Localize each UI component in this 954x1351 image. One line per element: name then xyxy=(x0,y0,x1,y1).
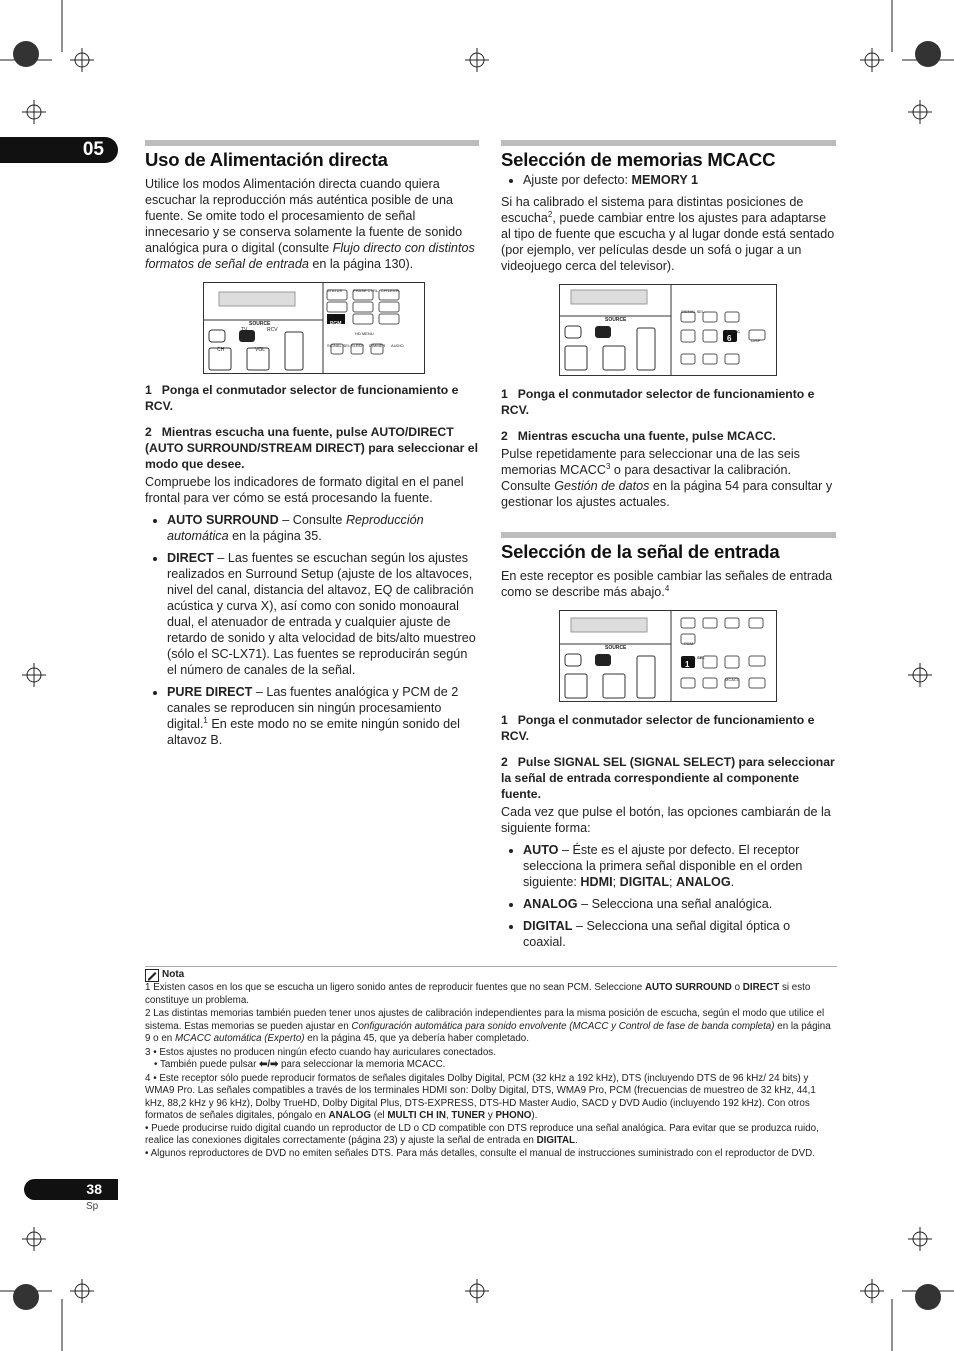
remote-signalsel-label: SIGNAL SEL xyxy=(681,655,705,660)
fn-num: 1 xyxy=(145,982,151,993)
text: – Consulte xyxy=(278,513,346,527)
list-item xyxy=(167,684,479,748)
remote-status-label: STATUS xyxy=(327,288,343,293)
term: DIGITAL xyxy=(523,919,573,933)
note-label: Nota xyxy=(162,969,185,981)
remote-pgm-label: PGM xyxy=(330,321,342,327)
text: • Algunos reproductores de DVD no emiten señales DTS. Para más detalles, consulte el manual de instrucciones suministrado con el reproductor de DVD. xyxy=(145,1147,815,1159)
remote-source-label: SOURCE xyxy=(605,645,627,651)
default-value: MEMORY 1 xyxy=(631,173,698,187)
footnote-2 xyxy=(145,1008,837,1046)
note-title xyxy=(145,969,837,982)
list-item xyxy=(523,918,836,950)
step-text: Ponga el conmutador selector de funcionamiento e RCV. xyxy=(501,713,815,743)
mode-list xyxy=(145,512,479,748)
remote-mcacc-label: MCACC xyxy=(725,677,740,682)
footnote-ref: 2 xyxy=(547,209,553,219)
ref: MCACC automática (Experto) xyxy=(174,1033,305,1044)
remote-drawing xyxy=(559,610,777,702)
sep: ; xyxy=(612,875,620,889)
text: (el xyxy=(371,1110,388,1121)
right-column xyxy=(501,140,836,956)
text: o para desactivar la calibración. Consulte xyxy=(501,463,792,493)
text: – Selecciona una señal analógica. xyxy=(577,897,773,911)
list-item xyxy=(167,550,479,678)
left-column xyxy=(145,140,479,754)
text: en la página 54 para consultar y gestionar los ajustes actuales. xyxy=(501,479,833,509)
step-number: 2 xyxy=(501,429,508,443)
signal-section xyxy=(501,532,836,950)
value: HDMI xyxy=(580,875,613,889)
step-2 xyxy=(145,424,479,472)
text: Si ha calibrado el sistema para distintas posiciones de escucha xyxy=(501,195,804,225)
mcacc-paragraph xyxy=(501,194,836,274)
ref: Gestión de datos xyxy=(554,479,650,493)
fn-num: 4 xyxy=(145,1072,151,1084)
footnote-4 xyxy=(145,1073,837,1161)
remote-sleep-label: SLEEP xyxy=(351,343,364,348)
mcacc-step-body xyxy=(501,446,836,510)
text: en la página 9 o en xyxy=(145,1020,831,1044)
intro-text: Utilice los modos Alimentación directa cuando quiera escuchar la reproducción más auténtica posible de una fuente. Se omite todo el procesamiento de señal innecesario y se conserva solamente la fuente de sonido analógica pura o digital (consulte xyxy=(145,177,463,255)
term: MULTI CH IN xyxy=(387,1110,446,1121)
text: Ajuste por defecto: xyxy=(523,173,632,187)
step-1 xyxy=(501,712,836,744)
remote-tv-label: TV xyxy=(241,327,248,333)
pencil-note-icon xyxy=(145,969,159,982)
page-number-tab xyxy=(24,1179,118,1200)
step-number: 2 xyxy=(145,425,152,439)
signal-step-body: Cada vez que pulse el botón, las opciones cambiarán de la siguiente forma: xyxy=(501,805,831,835)
term: PURE DIRECT xyxy=(167,685,253,699)
ref: Configuración automática para sonido envolvente (MCACC y Control de fase de banda completa) xyxy=(351,1020,775,1032)
text: En este modo no se emite ningún sonido del altavoz B. xyxy=(167,717,460,747)
remote-key-6: 6 xyxy=(727,334,732,343)
term: DIRECT xyxy=(167,551,214,565)
term: PHONO xyxy=(495,1110,532,1121)
step-2-body: Compruebe los indicadores de formato digital en el panel frontal para ver cómo se está procesando la fuente. xyxy=(145,475,464,505)
text: , xyxy=(445,1110,452,1121)
remote-key-1: 1 xyxy=(685,660,690,669)
signal-intro xyxy=(501,568,836,600)
remote-signalsel-label: SIGNAL SEL xyxy=(681,309,705,314)
text: . xyxy=(575,1135,578,1146)
step-text: Pulse SIGNAL SEL (SIGNAL SELECT) para seleccionar la señal de entrada correspondiente al componente fuente. xyxy=(501,755,835,801)
remote-mcacc-label: MCACC xyxy=(725,329,740,334)
remote-illustration-2 xyxy=(501,284,836,376)
remote-illustration-1 xyxy=(145,282,479,372)
text: • También puede pulsar xyxy=(154,1059,260,1070)
footnote-1 xyxy=(145,982,837,1007)
footnote-ref: 1 xyxy=(203,715,208,725)
term: ANALOG xyxy=(328,1110,371,1121)
step-number: 1 xyxy=(501,713,508,727)
term: DIGITAL xyxy=(536,1135,576,1146)
text: en la página 35. xyxy=(228,529,322,543)
text: • Este receptor sólo puede reproducir formatos de señales digitales Dolby Digital, PCM (32 kHz a 192 kHz), DTS (incluyendo DTS de 96 kHz/ 24 bits) y WMA9 Pro. Las señales compatibles a través de los terminales HDMI son: Dolby Digital, DTS, WMA9 Pro, PCM (frecuencias de muestreo de 32 kHz, 44,1 kHz, 88,2 kHz y 96 kHz), Dolby TrueHD, Dolby Digital Plus, DTS-EXPRESS, DTS-HD Master Audio, SACD y DVD Audio (incluyendo 192 kHz). Con otros formatos de señales digitales, póngalo en xyxy=(145,1072,816,1121)
term: DIRECT xyxy=(742,982,780,993)
remote-disp-label: DISP xyxy=(751,338,761,343)
text: Pulse repetidamente para seleccionar una de las seis memorias MCACC xyxy=(501,447,800,477)
remote-audio-label: AUDIO xyxy=(391,343,404,348)
remote-illustration-3 xyxy=(501,610,836,702)
text: ). xyxy=(531,1110,538,1121)
term: AUTO SURROUND xyxy=(167,513,279,527)
chapter-number: 05 xyxy=(82,139,104,160)
footnote-ref: 4 xyxy=(664,583,670,593)
list-item xyxy=(167,512,479,544)
term: AUTO SURROUND xyxy=(644,982,732,993)
text: • Estos ajustes no producen ningún efecto cuando hay auriculares conectados. xyxy=(153,1046,496,1058)
list-item xyxy=(523,842,836,890)
section-bar xyxy=(501,532,836,538)
remote-menu-label: HD MENU xyxy=(355,331,374,336)
list-item xyxy=(523,172,836,188)
text: • Puede producirse ruido digital cuando un reproductor de LD o CD compatible con DTS reproduce una señal analógica. Para evitar que se produzca ruido, realice las conexiones digitales correctamente (página 23) y ajuste la señal de entrada en xyxy=(145,1122,819,1146)
remote-rcv-label: RCV xyxy=(267,327,278,333)
step-number: 2 xyxy=(501,755,508,769)
text: . xyxy=(730,875,735,889)
list-item xyxy=(523,896,836,912)
text: Existen casos en los que se escucha un ligero sonido antes de reproducir fuentes que no sean PCM. Seleccione xyxy=(153,982,645,993)
term: ANALOG xyxy=(523,897,578,911)
step-1 xyxy=(501,386,836,418)
footnotes xyxy=(145,966,837,1161)
text: – Las fuentes se escuchan según los ajustes realizados en Surround Setup (ajuste de los altavoces, nivel del canal, distancia del altavoz, EQ de calibración acústica y curva X), así como con sonido monoaural dual, el atenuador de entrada y cualquier ajuste de retardo de sonido y alta velocidad de bits/alto muestreo (sólo el SC-LX71). Las fuentes se reproducirán según el número de canales de la señal. xyxy=(167,551,476,677)
section-bar xyxy=(501,140,836,146)
section-title-signal: Selección de la señal de entrada xyxy=(501,541,780,562)
fn-num: 3 xyxy=(145,1046,151,1058)
remote-ch-label: CH xyxy=(217,347,225,353)
arrow-keys-icon: ⬅/➡ xyxy=(259,1059,279,1070)
footnote-3 xyxy=(145,1047,837,1072)
text: En este receptor es posible cambiar las señales de entrada como se describe más abajo. xyxy=(501,569,833,599)
term: TUNER xyxy=(451,1110,486,1121)
step-text: Mientras escucha una fuente, pulse AUTO/DIRECT (AUTO SURROUND/STREAM DIRECT) para seleccionar el modo que desee. xyxy=(145,425,478,471)
value: ANALOG xyxy=(676,875,731,889)
step-number: 1 xyxy=(145,383,152,397)
intro-paragraph xyxy=(145,176,479,272)
text: , puede cambiar entre los ajustes para adaptarse al tipo de fuente que escucha y al lugar donde está sentado (por ejemplo, ver películas desde un sofá o jugar a un videojuego cerca del televisor). xyxy=(501,211,835,273)
text: – Las fuentes analógica y PCM de 2 canales se reproducen sin ningún procesamiento digital. xyxy=(167,685,459,731)
section-title-mcacc: Selección de memorias MCACC xyxy=(501,149,776,170)
step-text: Ponga el conmutador selector de funcionamiento e RCV. xyxy=(145,383,459,413)
signal-list xyxy=(501,842,836,950)
intro-ref: Flujo directo con distintos formatos de señal de entrada xyxy=(145,241,475,271)
step-2 xyxy=(501,754,836,802)
default-list xyxy=(501,172,836,188)
sep: ; xyxy=(669,875,677,889)
remote-drawing xyxy=(559,284,777,376)
remote-dimmer-label: DIMMER xyxy=(369,343,386,348)
remote-pgm-label: PGM xyxy=(684,641,694,646)
page-language: Sp xyxy=(86,1201,99,1212)
step-2 xyxy=(501,428,836,444)
remote-chlevel-label: CH LEVEL xyxy=(381,288,401,293)
fn-num: 2 xyxy=(145,1008,151,1019)
step-1 xyxy=(145,382,479,414)
text: Las distintas memorias también pueden tener unos ajustes de calibración independientes para la misma posición de escucha, según el modo que utilice el sistema. Estas memorias se pueden ajustar en xyxy=(145,1008,825,1032)
remote-source-label: SOURCE xyxy=(605,317,627,323)
remote-vol-label: VOL xyxy=(255,347,266,353)
text: y xyxy=(485,1110,496,1121)
step-text: Mientras escucha una fuente, pulse MCACC. xyxy=(517,429,776,443)
section-title-direct: Uso de Alimentación directa xyxy=(145,149,388,170)
text: si esto constituye un problema. xyxy=(145,982,811,1006)
chapter-tab xyxy=(0,137,118,163)
step-text: Ponga el conmutador selector de funcionamiento e RCV. xyxy=(501,387,815,417)
text: en la página 45, que ya debería haber completado. xyxy=(304,1033,529,1044)
footnote-ref: 3 xyxy=(605,461,611,471)
section-bar xyxy=(145,140,479,146)
text: – Éste es el ajuste por defecto. El receptor selecciona la primera señal disponible en el orden siguiente: xyxy=(523,843,803,889)
value: DIGITAL xyxy=(619,875,670,889)
term: AUTO xyxy=(523,843,559,857)
remote-signalsel-label: SIGNAL SEL xyxy=(327,343,351,348)
ref: Reproducción automática xyxy=(167,513,424,543)
remote-source-label: SOURCE xyxy=(249,321,271,327)
text: – Selecciona una señal digital óptica o coaxial. xyxy=(523,919,791,949)
page-number: 38 xyxy=(86,1181,102,1197)
remote-phase-label: PHASE CTRL xyxy=(353,288,379,293)
text: para seleccionar la memoria MCACC. xyxy=(278,1059,446,1070)
text: o xyxy=(731,982,743,993)
step-number: 1 xyxy=(501,387,508,401)
intro-text-end: en la página 130). xyxy=(308,257,414,271)
